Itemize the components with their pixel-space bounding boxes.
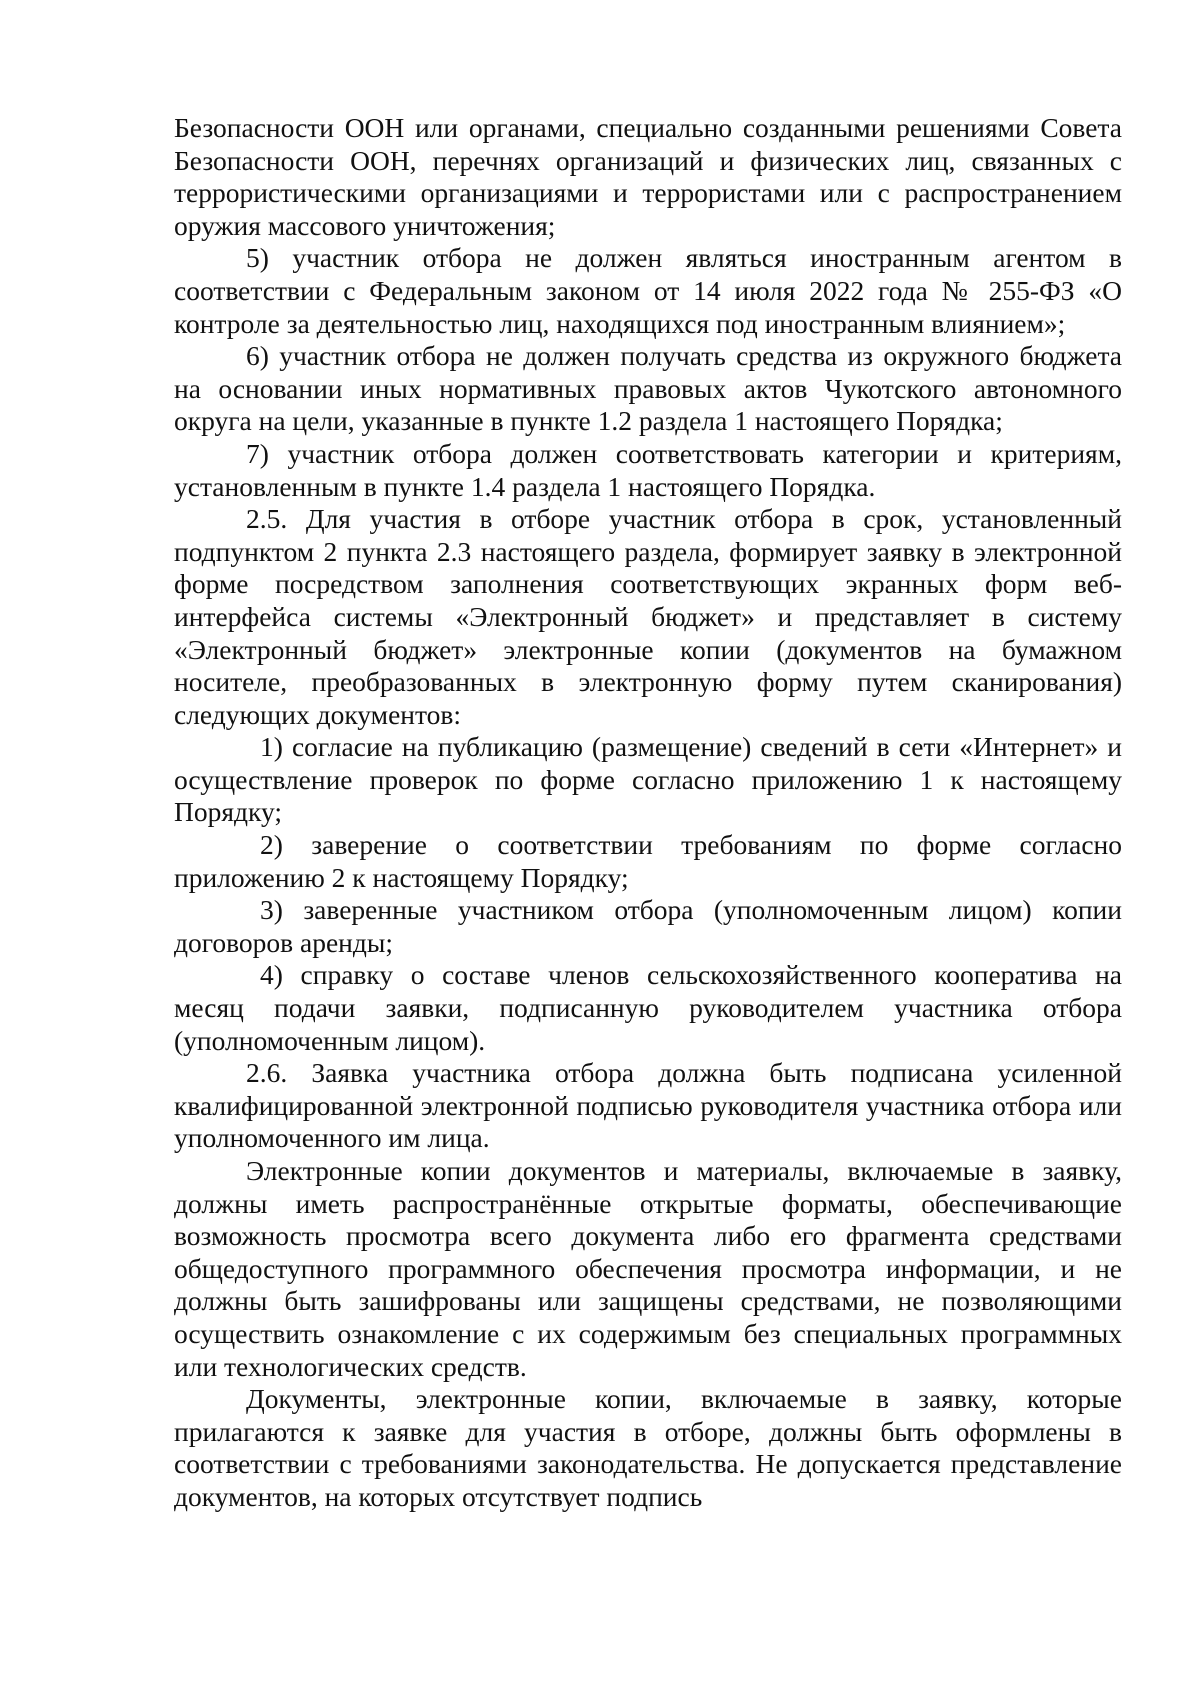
paragraph-item-6: 6) участник отбора не должен получать средства из окружного бюджета на основании иных нормативных правовых актов Чукотского автономного округа на цели, указанные в пункте 1.2 раздела 1 настоящего Порядка; xyxy=(174,340,1122,437)
paragraph-electronic-copies: Электронные копии документов и материалы, включаемые в заявку, должны иметь распространённые открытые форматы, обеспечивающие возможность просмотра всего документа либо его фрагмента средствами общедоступного программного обеспечения просмотра информации, и не должны быть зашифрованы или защищены средствами, не позволяющими осуществить ознакомление с их содержимым без специальных программных или технологических средств. xyxy=(174,1155,1122,1382)
paragraph-documents-requirements: Документы, электронные копии, включаемые в заявку, которые прилагаются к заявке для участия в отборе, должны быть оформлены в соответствии с требованиями законодательства. Не допускается представление документов, на которых отсутствует подпись xyxy=(174,1383,1122,1512)
paragraph-subitem-2: 2) заверение о соответствии требованиям по форме согласно приложению 2 к настоящему Порядку; xyxy=(174,829,1122,893)
paragraph-subitem-1: 1) согласие на публикацию (размещение) сведений в сети «Интернет» и осуществление проверок по форме согласно приложению 1 к настоящему Порядку; xyxy=(174,731,1122,828)
paragraph-subitem-3: 3) заверенные участником отбора (уполномоченным лицом) копии договоров аренды; xyxy=(174,894,1122,958)
paragraph-subitem-4: 4) справку о составе членов сельскохозяйственного кооператива на месяц подачи заявки, подписанную руководителем участника отбора (уполномоченным лицом). xyxy=(174,959,1122,1056)
document-body xyxy=(174,112,1122,1514)
paragraph-section-2-5: 2.5. Для участия в отборе участник отбора в срок, установленный подпунктом 2 пункта 2.3 настоящего раздела, формирует заявку в электронной форме посредством заполнения соответствующих экранных форм веб-интерфейса системы «Электронный бюджет» и представляет в систему «Электронный бюджет» электронные копии (документов на бумажном носителе, преобразованных в электронную форму путем сканирования) следующих документов: xyxy=(174,503,1122,730)
paragraph-section-2-6: 2.6. Заявка участника отбора должна быть подписана усиленной квалифицированной электронной подписью руководителя участника отбора или уполномоченного им лица. xyxy=(174,1057,1122,1154)
paragraph-item-7: 7) участник отбора должен соответствовать категории и критериям, установленным в пункте 1.4 раздела 1 настоящего Порядка. xyxy=(174,437,1122,502)
paragraph-item-5: 5) участник отбора не должен являться иностранным агентом в соответствии с Федеральным законом от 14 июля 2022 года № 255-ФЗ «О контроле за деятельностью лиц, находящихся под иностранным влиянием»; xyxy=(174,242,1122,339)
paragraph-continuation: Безопасности ООН или органами, специально созданными решениями Совета Безопасности ООН, перечнях организаций и физических лиц, связанных с террористическими организациями и террористами или с распространением оружия массового уничтожения; xyxy=(174,112,1122,241)
